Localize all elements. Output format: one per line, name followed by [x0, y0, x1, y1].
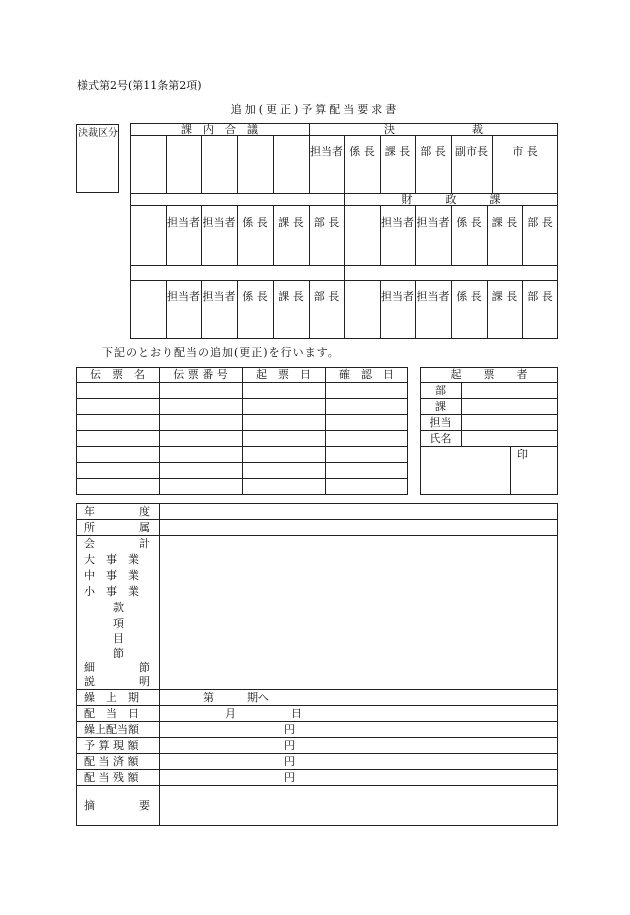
row2-col-0: 担当者: [167, 216, 200, 229]
kihyo-row-tanto: 担当: [429, 416, 452, 429]
row3-col-1: 担当者: [202, 290, 236, 303]
label-setsu: 節: [113, 647, 124, 660]
row2-col-2: 係 長: [242, 216, 268, 229]
zaisei-label: 財 政 課: [401, 193, 501, 206]
zaisei3-col-4: 部 長: [527, 290, 553, 303]
kessai-col-2: 課 長: [384, 145, 411, 158]
label-chu-jigyo: 中 事 業: [84, 569, 139, 582]
label-shozoku: 所 属: [84, 521, 150, 534]
notice-text: 下記のとおり配当の追加(更正)を行います。: [102, 346, 340, 359]
kessai-col-0: 担当者: [310, 145, 343, 158]
zaisei3-col-3: 課 長: [491, 290, 518, 303]
kessai-label: 決 裁: [384, 123, 483, 136]
label-yosan-gengaku: 予 算 現 額: [84, 739, 139, 752]
katen-label: 課 内 合 議: [181, 123, 258, 136]
label-saisetsu: 細 節: [84, 661, 150, 674]
kessai-col-5: 市 長: [512, 145, 538, 158]
kihyo-row-shimei: 氏名: [429, 432, 452, 445]
zaisei3-col-1: 担当者: [416, 290, 450, 303]
slip-header-number: 伝 票 番 号: [173, 368, 228, 381]
unit-yen-1: 円: [284, 723, 295, 736]
row2-col-4: 部 長: [313, 216, 340, 229]
row3-col-3: 課 長: [278, 290, 304, 303]
unit-yen-4: 円: [284, 771, 295, 784]
form-number: 様式第2号(第11条第2項): [77, 79, 202, 92]
label-sho-jigyo: 小 事 業: [84, 585, 139, 598]
label-haitou-sumi: 配 当 済 額: [84, 755, 139, 768]
row3-col-0: 担当者: [167, 290, 200, 303]
zaisei2-col-2: 係 長: [456, 216, 482, 229]
slip-header-confirm: 確 認 日: [339, 368, 394, 381]
value-kurikami: 第 期へ: [203, 691, 269, 704]
kihyo-row-bu: 部: [435, 384, 446, 397]
label-setsumei: 説 明: [84, 675, 150, 688]
slip-header-name: 伝 票 名: [90, 368, 145, 381]
row2-col-1: 担当者: [202, 216, 236, 229]
label-ko: 項: [113, 617, 124, 630]
kessai-col-3: 部 長: [420, 145, 446, 158]
kihyo-header: 起 票 者: [450, 368, 528, 381]
label-haitou-bi: 配 当 日: [84, 707, 139, 720]
label-kan: 款: [113, 601, 124, 614]
label-tekiyo: 摘 要: [84, 799, 150, 812]
value-haitou-bi: 月 日: [225, 707, 302, 720]
zaisei3-col-0: 担当者: [381, 290, 414, 303]
label-haitou-zan: 配 当 残 額: [84, 771, 139, 784]
label-moku: 目: [113, 632, 124, 645]
zaisei2-col-4: 部 長: [527, 216, 553, 229]
zaisei3-col-2: 係 長: [456, 290, 482, 303]
row3-col-2: 係 長: [242, 290, 268, 303]
unit-yen-3: 円: [284, 755, 295, 768]
row3-col-4: 部 長: [313, 290, 340, 303]
row2-col-3: 課 長: [278, 216, 304, 229]
label-nendo: 年 度: [84, 505, 150, 518]
form-title: 追加(更正)予算配当要求書: [230, 103, 400, 116]
zaisei2-col-0: 担当者: [381, 216, 414, 229]
zaisei2-col-1: 担当者: [416, 216, 450, 229]
unit-yen-2: 円: [284, 739, 295, 752]
zaisei2-col-3: 課 長: [491, 216, 518, 229]
ketsusai-box: [76, 124, 119, 193]
label-kaikei: 会 計: [84, 537, 150, 550]
kessai-col-1: 係 長: [349, 145, 375, 158]
seal-mark: 印: [517, 448, 528, 461]
ketsusai-label: 決裁区分: [78, 128, 118, 139]
kihyo-row-ka: 課: [435, 400, 446, 413]
label-kurikami: 繰 上 期: [84, 691, 139, 704]
kessai-col-4: 副市長: [455, 145, 488, 158]
label-kurikami-haitou: 繰上配当額: [84, 723, 139, 736]
label-dai-jigyo: 大 事 業: [84, 553, 139, 566]
slip-header-date: 起 票 日: [256, 368, 311, 381]
